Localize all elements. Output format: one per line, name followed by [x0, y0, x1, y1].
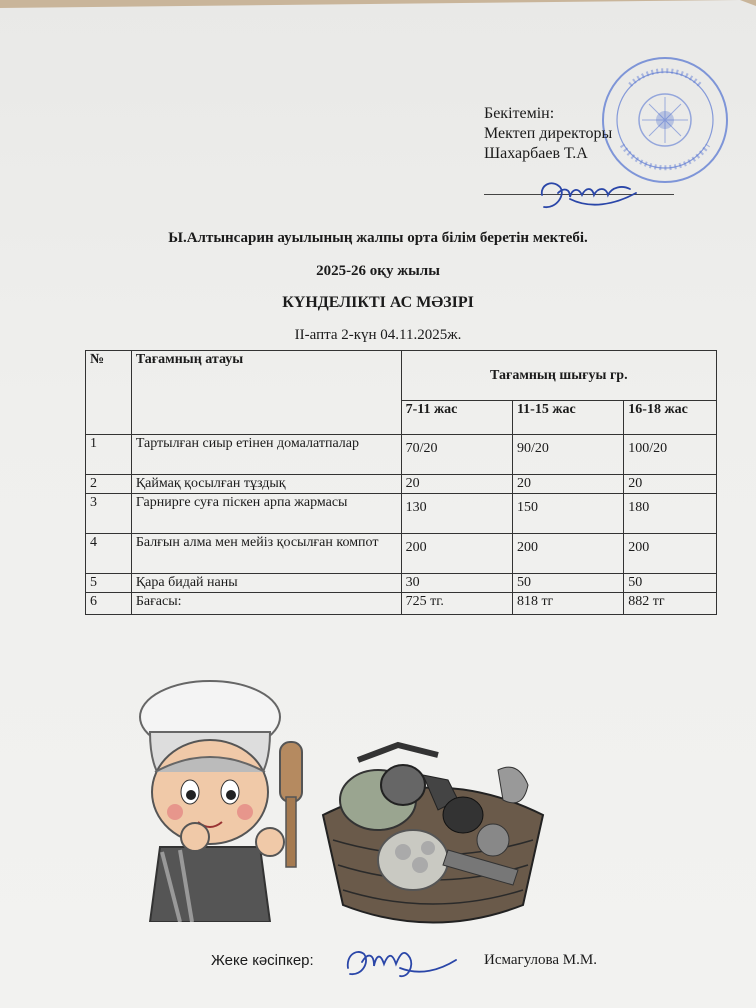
- row-dish: Қара бидай наны: [131, 574, 401, 593]
- approval-block: [484, 104, 612, 164]
- row-no: 2: [86, 475, 132, 494]
- date-line: ІІ-апта 2-күн 04.11.2025ж.: [294, 327, 462, 343]
- page-title: КҮНДЕЛІКТІ АС МӘЗІРІ: [282, 294, 474, 311]
- vegetable-basket-illustration: [318, 740, 548, 935]
- row-value: 20: [624, 475, 717, 494]
- price-value: 725 тг.: [401, 593, 512, 615]
- row-dish: Қаймақ қосылған тұздық: [131, 475, 401, 494]
- entrepreneur-label: Жеке кәсіпкер:: [211, 952, 314, 969]
- row-value: 180: [624, 494, 717, 534]
- header-no: №: [86, 351, 132, 435]
- row-value: 20: [512, 475, 623, 494]
- header-age-11-15: 11-15 жас: [512, 401, 623, 435]
- menu-table: [85, 350, 717, 615]
- table-row: [86, 435, 717, 475]
- approval-label: Бекітемін:: [484, 105, 555, 122]
- table-row: [86, 534, 717, 574]
- header-age-16-18: 16-18 жас: [624, 401, 717, 435]
- price-value: 882 тг: [624, 593, 717, 615]
- director-name: Шахарбаев Т.А: [484, 145, 588, 162]
- table-row: [86, 574, 717, 593]
- row-value: 200: [401, 534, 512, 574]
- entrepreneur-name: Исмагулова М.М.: [484, 952, 597, 968]
- table-row: [86, 475, 717, 494]
- row-dish: Гарнирге суға піскен арпа жармасы: [131, 494, 401, 534]
- row-dish: Тартылған сиыр етінен домалатпалар: [131, 435, 401, 475]
- row-value: 90/20: [512, 435, 623, 475]
- row-no: 6: [86, 593, 132, 615]
- row-value: 20: [401, 475, 512, 494]
- header-age-7-11: 7-11 жас: [401, 401, 512, 435]
- director-signature: [530, 165, 650, 225]
- row-value: 100/20: [624, 435, 717, 475]
- table-row-price: [86, 593, 717, 615]
- entrepreneur-signature: [340, 938, 460, 988]
- school-name: Ы.Алтынсарин ауылының жалпы орта білім беретін мектебі.: [168, 230, 588, 246]
- chef-boy-illustration: [120, 672, 320, 922]
- academic-year: 2025-26 оқу жылы: [316, 263, 440, 279]
- row-no: 5: [86, 574, 132, 593]
- row-value: 70/20: [401, 435, 512, 475]
- header-dish-name: Тағамның атауы: [131, 351, 401, 435]
- row-dish: Балғын алма мен мейіз қосылған компот: [131, 534, 401, 574]
- table-row: [86, 494, 717, 534]
- row-no: 4: [86, 534, 132, 574]
- row-value: 150: [512, 494, 623, 534]
- row-value: 200: [512, 534, 623, 574]
- row-dish: Бағасы:: [131, 593, 401, 615]
- row-value: 30: [401, 574, 512, 593]
- row-value: 50: [624, 574, 717, 593]
- price-value: 818 тг: [512, 593, 623, 615]
- row-value: 50: [512, 574, 623, 593]
- row-value: 200: [624, 534, 717, 574]
- row-no: 1: [86, 435, 132, 475]
- header-yield: Тағамның шығуы гр.: [401, 351, 716, 401]
- director-title: Мектеп директоры: [484, 125, 613, 142]
- row-value: 130: [401, 494, 512, 534]
- row-no: 3: [86, 494, 132, 534]
